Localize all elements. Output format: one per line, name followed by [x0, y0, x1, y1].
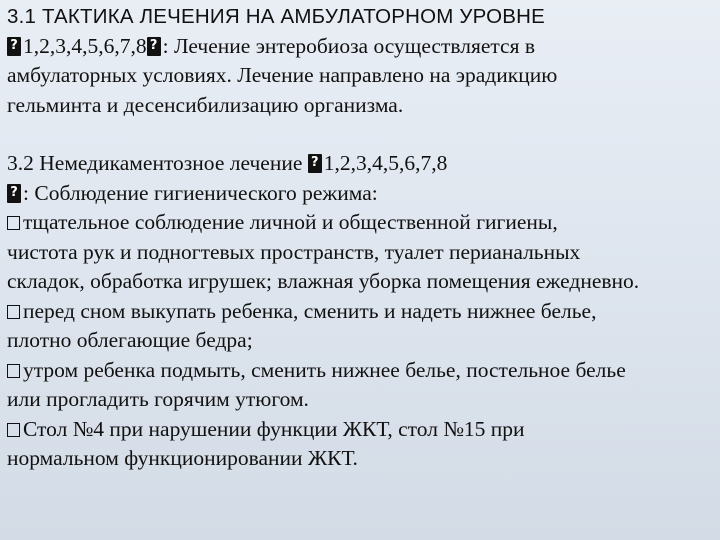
- section1-line-1: [7, 32, 713, 62]
- list-item-continuation: или прогладить горячим утюгом.: [7, 387, 309, 411]
- list-item-continuation: плотно облегающие бедра;: [7, 328, 253, 352]
- list-item: [7, 356, 713, 386]
- section1-code: 1,2,3,4,5,6,7,8: [23, 33, 147, 58]
- list-item: [7, 415, 713, 445]
- list-item-text: Стол №4 при нарушении функции ЖКТ, стол №15 при: [23, 416, 525, 441]
- square-bullet-icon: [7, 305, 20, 319]
- list-item-continuation: нормальном функционировании ЖКТ.: [7, 446, 358, 470]
- square-bullet-icon: [7, 216, 20, 230]
- section-title: 3.1 ТАКТИКА ЛЕЧЕНИЯ НА АМБУЛАТОРНОМ УРОВНЕ: [7, 5, 545, 28]
- list-item-continuation: чистота рук и подногтевых пространств, туалет перианальных: [7, 239, 581, 264]
- square-bullet-icon: [7, 364, 20, 378]
- section1-line-2: амбулаторных условиях. Лечение направлено на эрадикцию: [7, 63, 558, 87]
- list-item: [7, 297, 713, 327]
- section2-code: 1,2,3,4,5,6,7,8: [323, 151, 448, 175]
- spacer: [7, 120, 713, 149]
- list-item: [7, 208, 713, 238]
- section2-heading-text: 3.2 Немедикаментозное лечение: [7, 151, 308, 175]
- square-bullet-icon: [7, 423, 20, 437]
- question-box-icon: [147, 37, 161, 56]
- list-item-text: перед сном выкупать ребенка, сменить и надеть нижнее белье,: [23, 298, 597, 323]
- section2-subheading: [7, 179, 713, 209]
- section1-line-3: гельминта и десенсибилизацию организма.: [7, 92, 404, 117]
- question-box-icon: [308, 154, 322, 173]
- question-box-icon: [7, 184, 21, 203]
- slide-content: [7, 2, 713, 474]
- section2-heading: [7, 149, 713, 179]
- list-item-text: утром ребенка подмыть, сменить нижнее белье, постельное белье: [23, 357, 626, 382]
- section1-text: : Лечение энтеробиоза осуществляется в: [162, 33, 535, 58]
- list-item-continuation: складок, обработка игрушек; влажная уборка помещения ежедневно.: [7, 269, 640, 293]
- section2-subheading-text: : Соблюдение гигиенического режима:: [23, 180, 378, 205]
- list-item-text: тщательное соблюдение личной и общественной гигиены,: [23, 210, 558, 234]
- question-box-icon: [7, 37, 21, 56]
